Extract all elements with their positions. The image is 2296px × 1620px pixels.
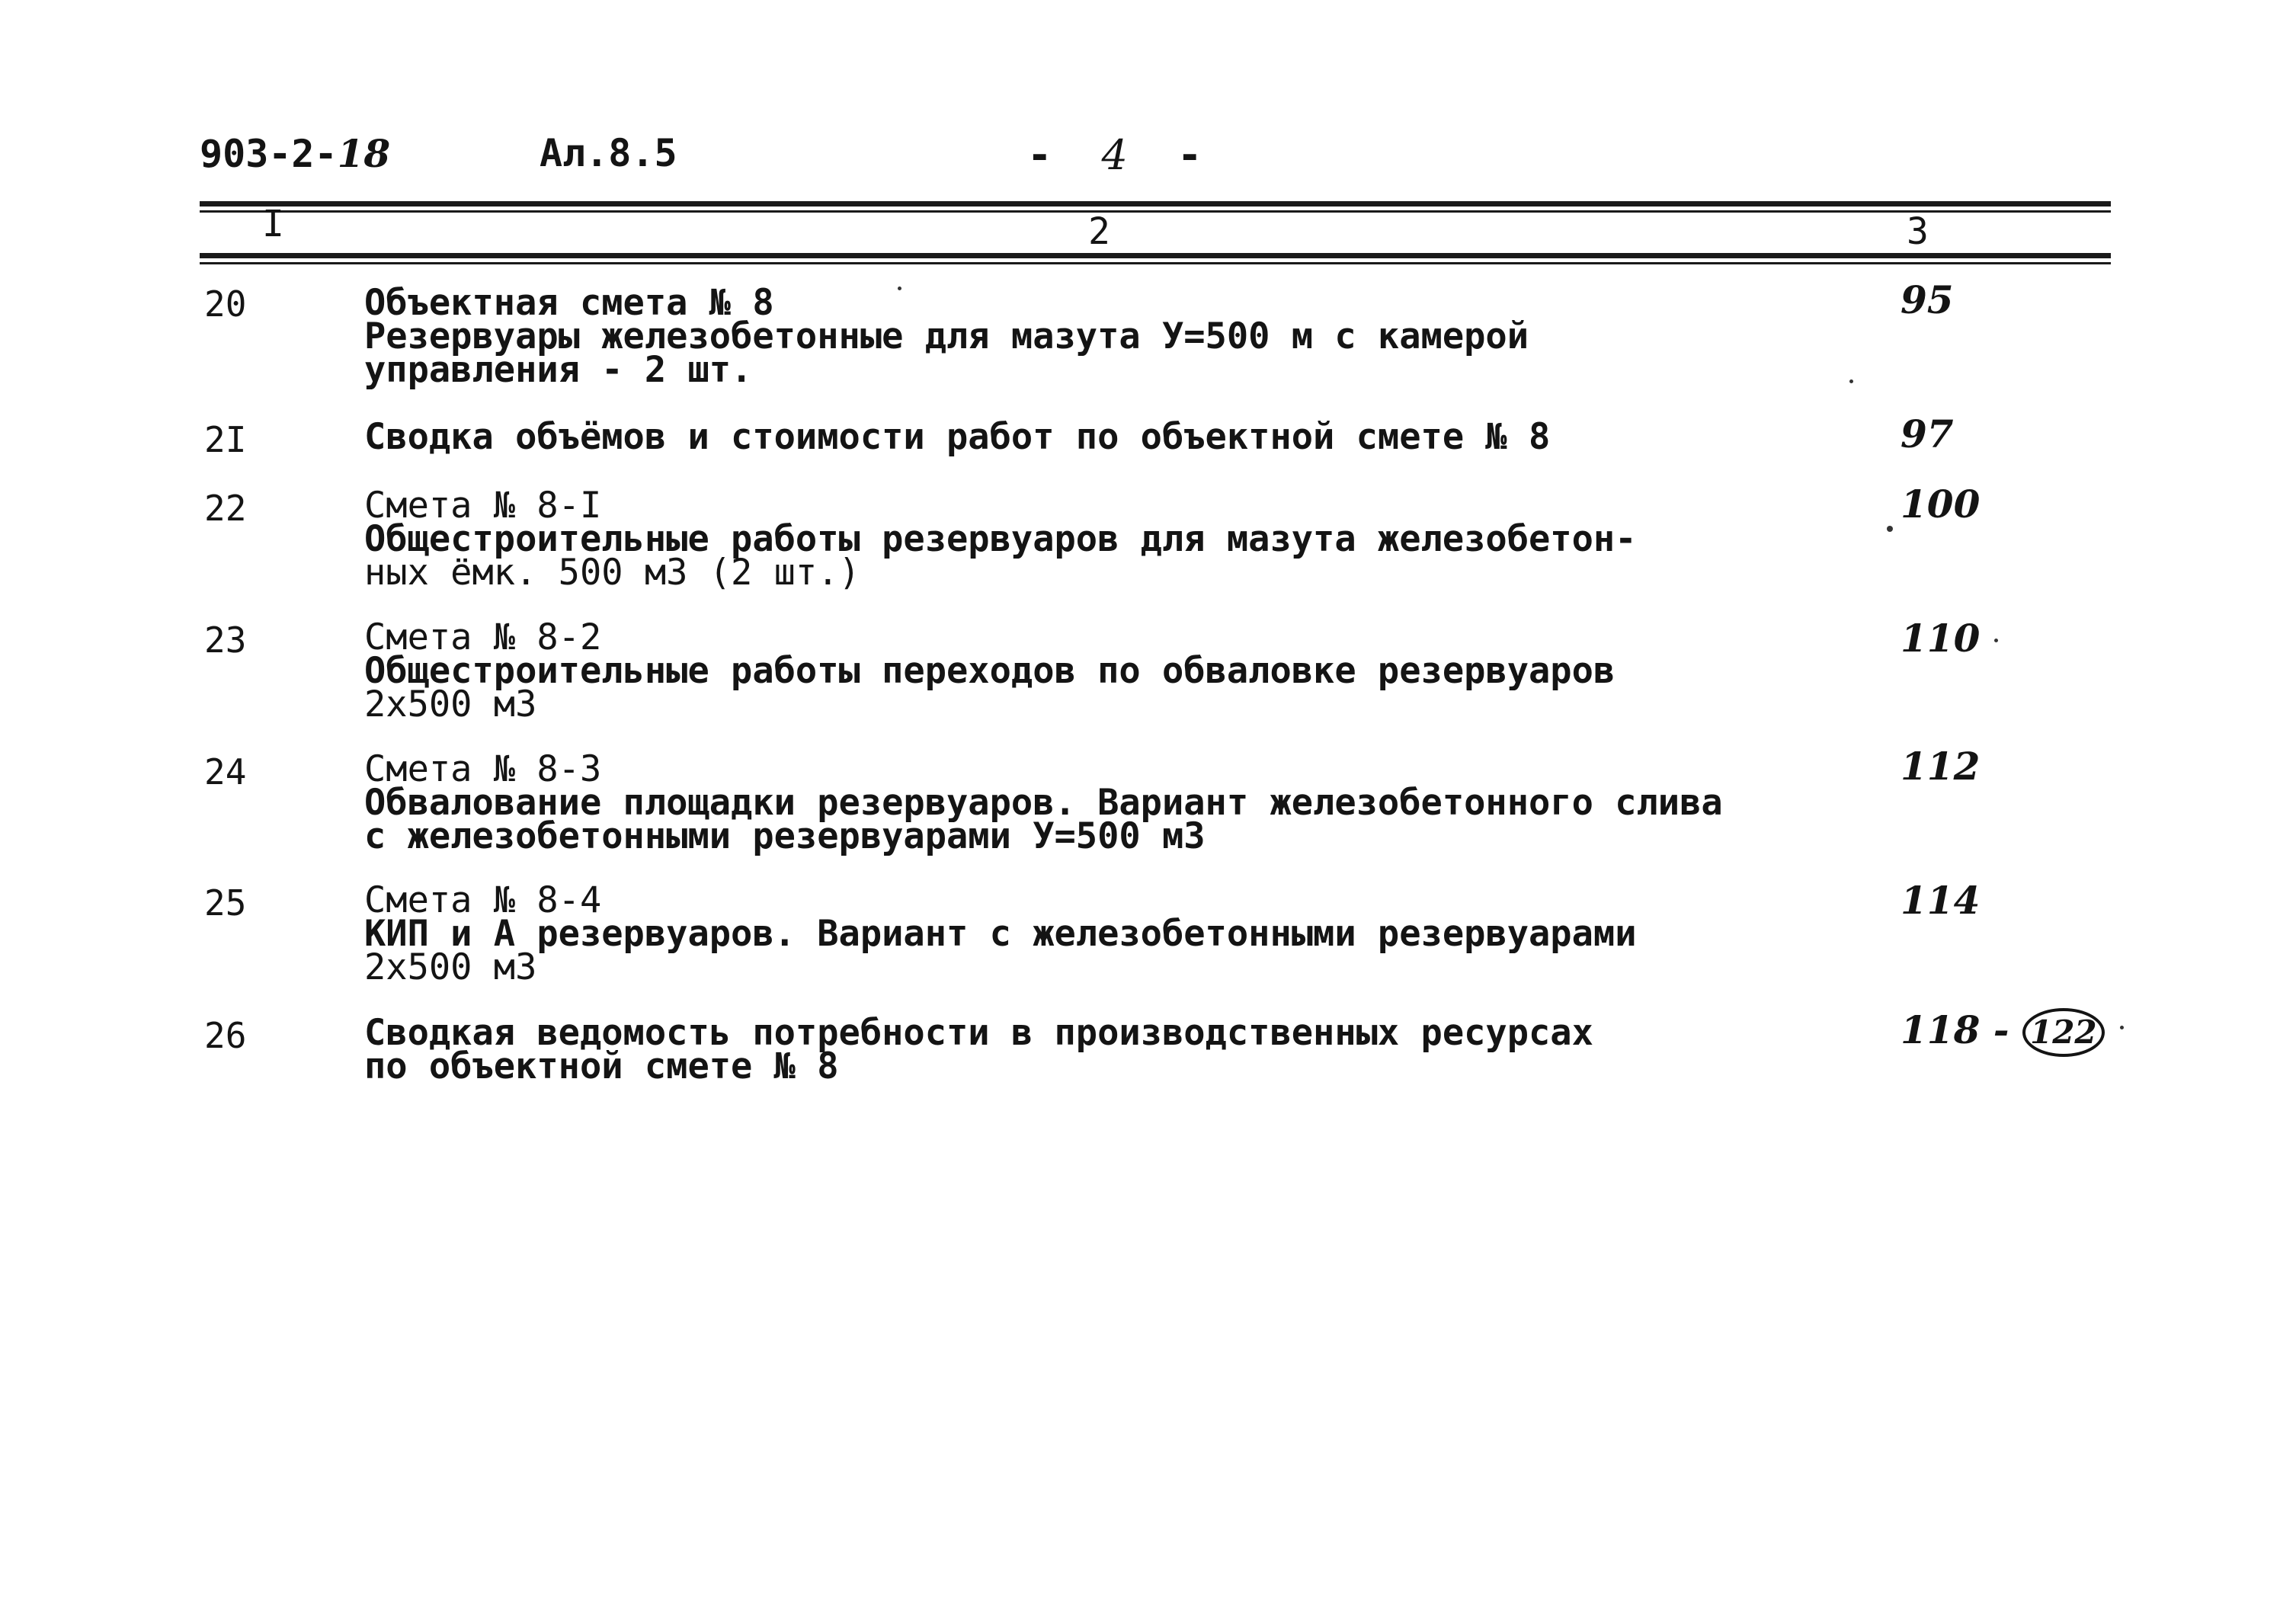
page-number — [1027, 131, 1202, 179]
row-page-dash: - — [1993, 1007, 2009, 1052]
row-page: 110 — [1901, 616, 1981, 661]
row-line: Смета № 8-I — [364, 485, 602, 527]
row-page: 114 — [1901, 878, 1981, 923]
row-number: 24 — [204, 751, 247, 792]
row-description — [364, 1012, 1593, 1087]
row-line: управления - 2 шт. — [364, 349, 753, 391]
column-header-3: 3 — [1907, 210, 1929, 253]
row-line: по объектной смете № 8 — [364, 1045, 839, 1087]
row-line: 2x500 м3 — [364, 946, 537, 988]
album-number: Ал.8.5 — [540, 131, 677, 175]
row-number: 25 — [204, 882, 247, 924]
table-top-rule — [200, 201, 2111, 207]
row-page: 97 — [1901, 411, 1954, 456]
row-description — [364, 282, 1529, 391]
row-description — [364, 616, 1616, 725]
scan-speck — [1994, 639, 1998, 642]
scan-speck — [1887, 526, 1893, 532]
row-page-circled: 122 — [2022, 1008, 2105, 1057]
row-description — [364, 416, 1551, 458]
row-page: 100 — [1901, 482, 1981, 527]
row-line: КИП и А резервуаров. Вариант с железобетонными резервуарами — [364, 913, 1637, 955]
row-line: Смета № 8-3 — [364, 748, 602, 790]
document-code — [200, 131, 390, 176]
row-line: Смета № 8-2 — [364, 616, 602, 658]
row-description — [364, 879, 1637, 988]
scan-speck — [1849, 379, 1853, 383]
row-number: 20 — [204, 283, 247, 325]
page-number-value: 4 — [1101, 131, 1128, 179]
row-line: Смета № 8-4 — [364, 879, 602, 921]
document-code-suffix: 18 — [337, 131, 391, 176]
row-page: 95 — [1901, 277, 1954, 322]
row-line: с железобетонными резервуарами У=500 м3 — [364, 815, 1206, 857]
table-header-bottom-rule — [200, 253, 2111, 258]
row-page: 112 — [1901, 744, 1981, 789]
table-header-bottom-rule-thin — [200, 262, 2111, 264]
row-line: Сводкая ведомость потребности в производственных ресурсах — [364, 1012, 1593, 1054]
row-line: Обвалование площадки резервуаров. Вариант железобетонного слива — [364, 782, 1723, 824]
column-header-1: I — [262, 203, 284, 245]
row-number: 26 — [204, 1015, 247, 1056]
page-dash-left: - — [1027, 131, 1052, 179]
row-line: Сводка объёмов и стоимости работ по объектной смете № 8 — [364, 416, 1551, 458]
row-number: 22 — [204, 488, 247, 529]
row-number: 23 — [204, 620, 247, 661]
scan-speck — [2120, 1026, 2124, 1029]
column-header-2: 2 — [1088, 210, 1110, 253]
row-line: ных ёмк. 500 м3 (2 шт.) — [364, 552, 860, 594]
row-line: Резервуары железобетонные для мазута У=500 м с камерой — [364, 315, 1529, 357]
row-line: Общестроительные работы резервуаров для мазута железобетон- — [364, 518, 1637, 560]
row-line: Объектная смета № 8 — [364, 282, 774, 324]
row-page-start: 118 — [1901, 1007, 1981, 1052]
table-top-rule-thin — [200, 210, 2111, 213]
row-line: 2x500 м3 — [364, 684, 537, 725]
document-code-prefix: 903-2- — [200, 132, 338, 176]
row-number: 2I — [204, 419, 247, 460]
row-description — [364, 748, 1723, 857]
page-dash-right: - — [1177, 131, 1202, 179]
scan-speck — [898, 287, 901, 290]
row-description — [364, 485, 1637, 594]
row-page — [1901, 1007, 2105, 1057]
row-line: Общестроительные работы переходов по обваловке резервуаров — [364, 650, 1616, 692]
